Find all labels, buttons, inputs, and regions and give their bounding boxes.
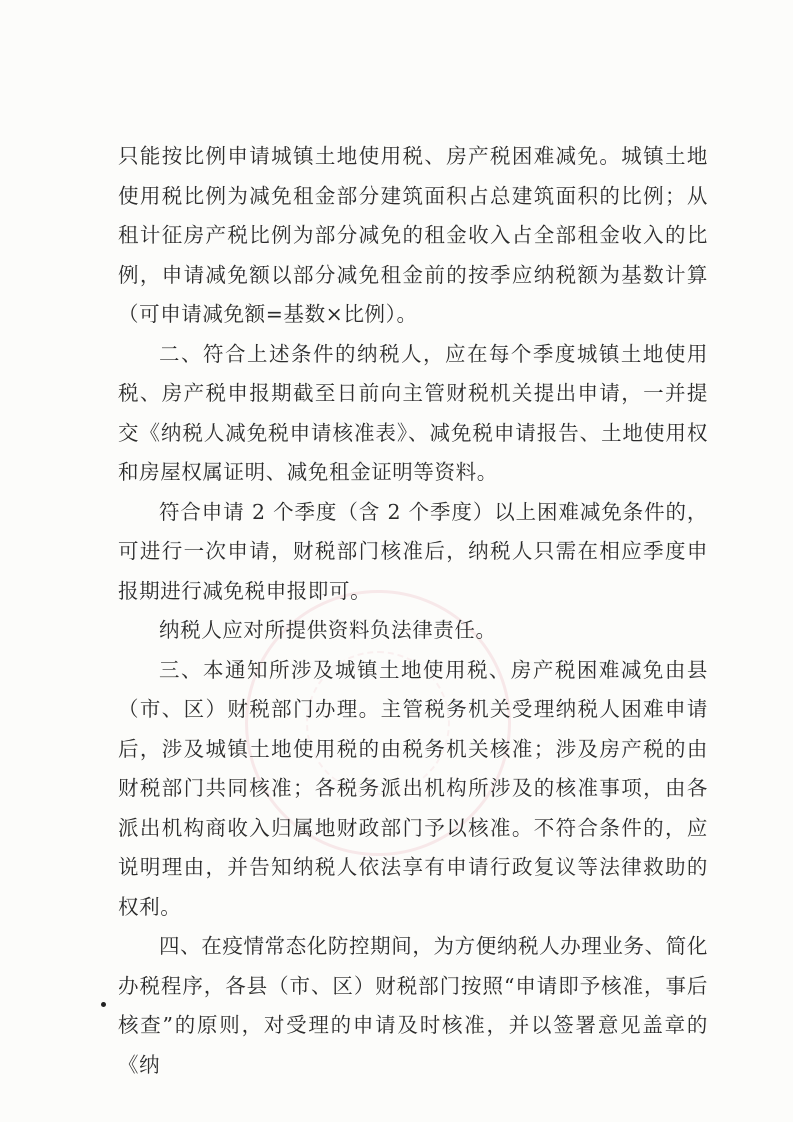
paragraph-multi-quarter: 符合申请 2 个季度（含 2 个季度）以上困难减免条件的，可进行一次申请，财税部门核准后，纳税人只需在相应季度申报期进行减免税申报即可。	[118, 499, 708, 603]
margin-dot-mark	[101, 1002, 106, 1007]
paragraph-legal-responsibility: 纳税人应对所提供资料负法律责任。	[159, 618, 497, 642]
paragraph-section-3: 三、本通知所涉及城镇土地使用税、房产税困难减免由县（市、区）财税部门办理。主管税务机关受理纳税人困难申请后，涉及城镇土地使用税的由税务机关核准；涉及房产税的由财税部门共同核准；各税务派出机构所涉及的核准事项，由各派出机构商收入归属地财政部门予以核准。不符合条件的，应说明理由，并告知纳税人依法享有申请行政复议等法律救助的权利。	[118, 657, 708, 919]
document-body	[118, 137, 708, 1085]
paragraph-section-2: 二、符合上述条件的纳税人，应在每个季度城镇土地使用税、房产税申报期截至日前向主管财税机关提出申请，一并提交《纳税人减免税申请核准表》、减免税申请报告、土地使用权和房屋权属证明、减免租金证明等资料。	[118, 341, 708, 484]
paragraph-continuation: 只能按比例申请城镇土地使用税、房产税困难减免。城镇土地使用税比例为减免租金部分建筑面积占总建筑面积的比例；从租计征房产税比例为部分减免的租金收入占全部租金收入的比例，申请减免额以部分减免租金前的按季应纳税额为基数计算（可申请减免额=基数×比例）。	[118, 144, 708, 326]
paragraph-section-4: 四、在疫情常态化防控期间，为方便纳税人办理业务、简化办税程序，各县（市、区）财税部门按照“申请即予核准，事后核查”的原则，对受理的申请及时核准，并以签署意见盖章的《纳	[118, 934, 708, 1077]
